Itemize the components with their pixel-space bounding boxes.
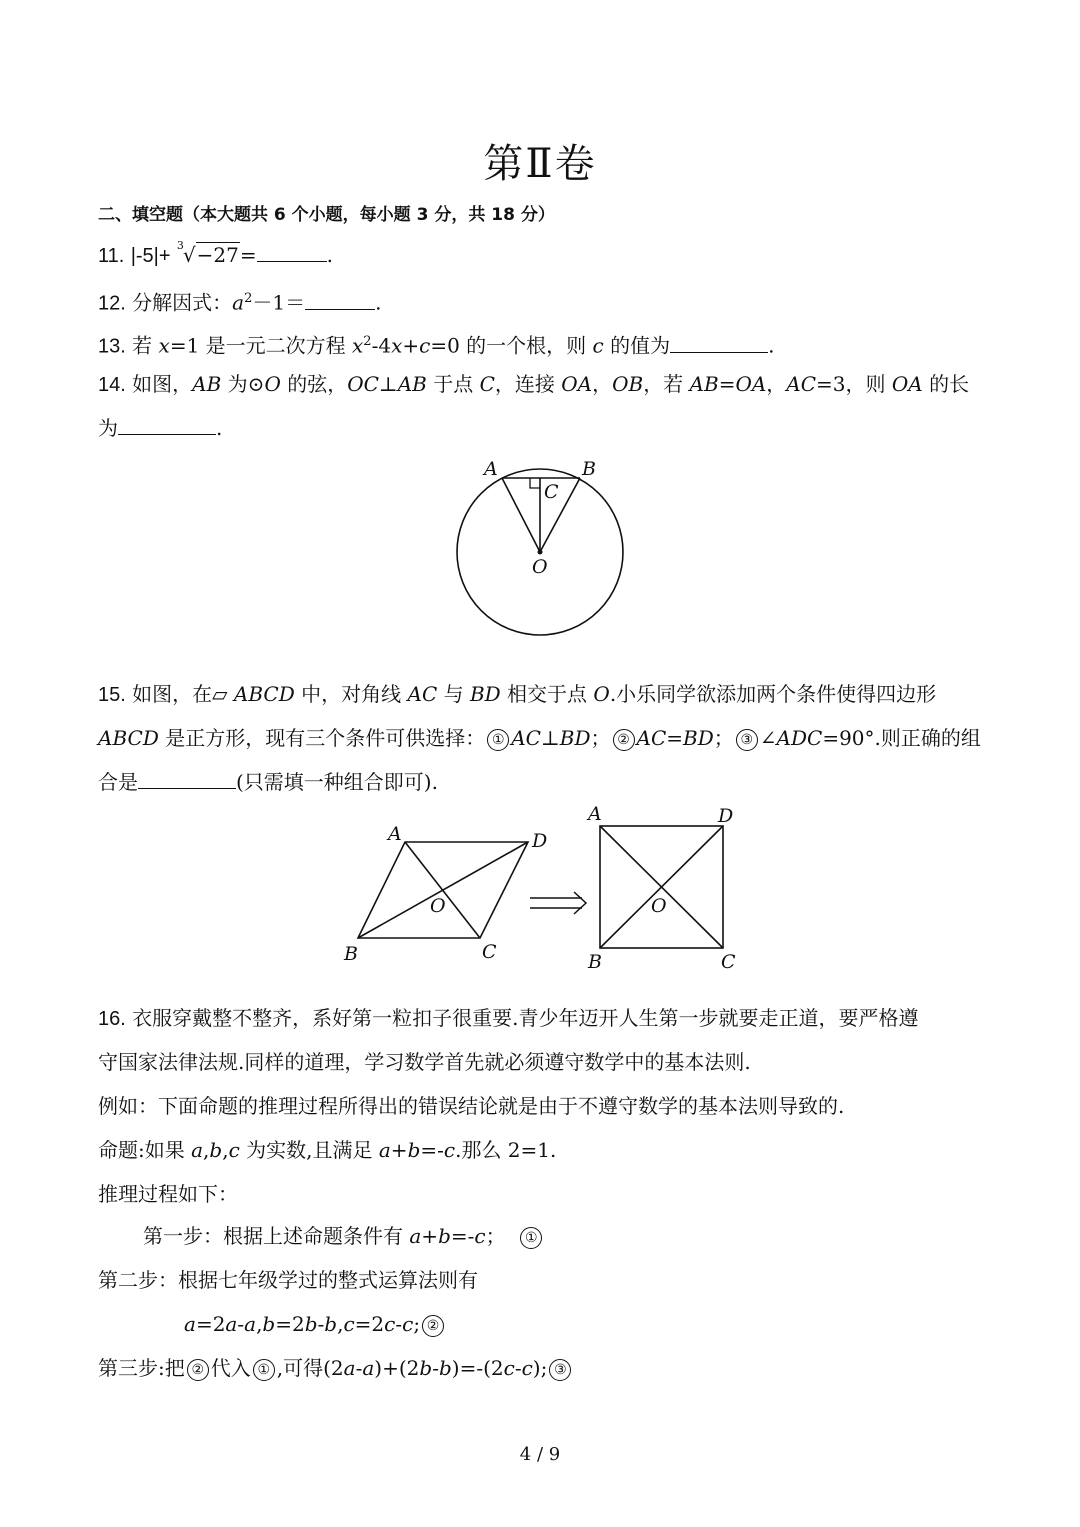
radicand: −27 — [196, 243, 239, 267]
question-15-line-2 — [98, 726, 981, 751]
text: -4 — [371, 333, 392, 358]
variable: O — [593, 682, 610, 706]
text: .那么 2=1. — [455, 1138, 557, 1162]
text: + — [390, 1138, 408, 1162]
text: ， — [592, 372, 613, 396]
text: 如图，在▱ — [132, 682, 234, 706]
variable: ADC — [776, 726, 823, 750]
variable: c — [402, 1312, 414, 1336]
text: ； — [590, 726, 611, 750]
variable: c — [503, 1356, 515, 1380]
text: =2 — [195, 1312, 226, 1336]
variable: AB — [689, 372, 719, 396]
text: 若 — [132, 333, 153, 358]
variable: AB — [192, 372, 222, 396]
text: (只需填一种组合即可). — [236, 770, 438, 794]
variable: OA — [561, 372, 593, 396]
variable: ABCD — [98, 726, 159, 750]
variable: a — [225, 1312, 238, 1336]
step-2: 第二步：根据七年级学过的整式运算法则有 — [98, 1268, 478, 1292]
text: 第一步：根据上述命题条件有 — [143, 1224, 410, 1248]
circled-number: ① — [520, 1227, 542, 1249]
text: 第三步:把 — [98, 1356, 185, 1380]
variable: c — [384, 1312, 396, 1336]
text: =2 — [354, 1312, 385, 1336]
text: =1 是一元二次方程 — [169, 333, 346, 358]
question-number: 15. — [98, 684, 126, 706]
variable: x — [391, 333, 403, 358]
text: ⊥ — [378, 372, 398, 396]
reasoning-intro: 推理过程如下： — [98, 1182, 238, 1206]
label-a: A — [484, 458, 498, 480]
variable: a — [184, 1312, 196, 1336]
variable: c — [419, 333, 431, 358]
label-c: C — [544, 481, 559, 503]
text: + — [421, 1224, 439, 1248]
question-number: 16. — [98, 1008, 126, 1030]
implies-arrow-icon — [530, 892, 586, 914]
text: , — [203, 1138, 210, 1162]
question-11: 11. |-5|+ 3 √−27= . — [98, 243, 333, 268]
text: - — [395, 1312, 403, 1336]
text: =- — [420, 1138, 444, 1162]
variable: b — [262, 1312, 276, 1336]
variable: AC — [511, 726, 541, 750]
label-b: B — [588, 951, 602, 973]
variable: c — [521, 1356, 533, 1380]
variable: BD — [469, 682, 501, 706]
variable: b — [407, 1138, 421, 1162]
page-title: 第Ⅱ卷 — [483, 141, 597, 187]
text: 是正方形，现有三个条件可供选择： — [158, 726, 486, 750]
answer-blank[interactable] — [257, 243, 327, 262]
text: 如图， — [132, 372, 193, 396]
variable: O — [264, 372, 281, 396]
label-d: D — [718, 805, 734, 827]
text: ； — [485, 1224, 506, 1248]
text: ; — [413, 1312, 421, 1336]
answer-blank[interactable] — [138, 770, 236, 789]
answer-blank[interactable] — [305, 291, 375, 310]
text: ,可得(2 — [276, 1356, 344, 1380]
circle-diagram — [440, 455, 640, 645]
variable: a — [362, 1356, 375, 1380]
text: )=-(2 — [451, 1356, 504, 1380]
variable: a — [343, 1356, 356, 1380]
text: =0 的一个根，则 — [430, 333, 587, 358]
variable: a — [378, 1138, 391, 1162]
variable: c — [443, 1138, 456, 1162]
text: , — [337, 1312, 344, 1336]
text: 合是 — [98, 770, 138, 794]
label-o: O — [651, 895, 667, 917]
text: , — [256, 1312, 263, 1336]
question-14-line-2: 为 . — [98, 416, 223, 440]
text: , — [222, 1138, 229, 1162]
variable: b — [324, 1312, 338, 1336]
variable: AB — [397, 372, 427, 396]
variable: x — [352, 333, 364, 358]
text: 的长 — [922, 372, 970, 396]
text: = — [666, 726, 684, 750]
text: 命题:如果 — [98, 1138, 192, 1162]
text: 中，对角线 — [294, 682, 408, 706]
variable: OB — [612, 372, 644, 396]
circled-number: ③ — [736, 729, 758, 751]
variable: OC — [347, 372, 379, 396]
step-1 — [143, 1224, 544, 1249]
label-b: B — [344, 943, 358, 965]
circled-number: ② — [422, 1315, 444, 1337]
parallelogram-to-square-diagram — [340, 800, 760, 980]
text: =3，则 — [816, 372, 892, 396]
text: 为实数,且满足 — [239, 1138, 379, 1162]
step-2-formula — [184, 1312, 446, 1337]
text: 与 — [437, 682, 470, 706]
variable: c — [474, 1224, 486, 1248]
circled-number: ① — [487, 729, 509, 751]
variable: BD — [559, 726, 591, 750]
text: 衣服穿戴整不整齐，系好第一粒扣子很重要.青少年迈开人生第一步就要走正道，要严格遵 — [132, 1006, 919, 1030]
text: ，连接 — [494, 372, 562, 396]
exponent: 2 — [363, 334, 372, 349]
text: .小乐同学欲添加两个条件使得四边形 — [609, 682, 937, 706]
question-16-line-1 — [98, 1006, 919, 1031]
text: =90°.则正确的组 — [822, 726, 981, 750]
variable: c — [592, 333, 604, 358]
label-c: C — [721, 951, 736, 973]
right-angle-mark — [530, 478, 540, 488]
step-3 — [98, 1356, 573, 1381]
text: ∠ — [759, 726, 777, 750]
section-heading: 二、填空题（本大题共 6 个小题，每小题 3 分，共 18 分） — [98, 205, 555, 225]
question-14-line-1 — [98, 372, 969, 397]
label-c: C — [482, 941, 497, 963]
variable: C — [479, 372, 495, 396]
label-o: O — [532, 556, 548, 578]
text: 代入 — [210, 1356, 251, 1380]
text: ， — [766, 372, 787, 396]
question-number: 12. — [98, 292, 126, 315]
circled-number: ③ — [549, 1359, 571, 1381]
abs-expression: |-5|+ — [130, 245, 171, 267]
center-point — [538, 550, 543, 555]
question-16-line-3: 例如：下面命题的推理过程所得出的错误结论就是由于不遵守数学的基本法则导致的. — [98, 1094, 845, 1118]
label-o: O — [430, 895, 446, 917]
text: 的值为 — [610, 333, 671, 358]
variable: a — [191, 1138, 204, 1162]
answer-blank[interactable] — [118, 416, 216, 435]
variable: x — [158, 333, 170, 358]
root-index: 3 — [176, 239, 184, 252]
text: )+(2 — [374, 1356, 420, 1380]
text: 的弦， — [280, 372, 348, 396]
variable: AC — [636, 726, 667, 750]
variable: b — [438, 1224, 451, 1248]
text: = — [718, 372, 736, 396]
variable: b — [304, 1312, 318, 1336]
circled-number: ② — [613, 729, 635, 751]
question-15-line-1 — [98, 682, 936, 707]
question-16-line-2: 守国家法律法规.同样的道理，学习数学首先就必须遵守数学中的基本法则. — [98, 1050, 751, 1074]
label-a: A — [588, 803, 602, 825]
question-number: 11. — [98, 245, 125, 267]
variable: OA — [735, 372, 767, 396]
text: ); — [532, 1356, 548, 1380]
text: - — [317, 1312, 325, 1336]
variable: a — [244, 1312, 257, 1336]
variable: c — [228, 1138, 240, 1162]
question-number: 13. — [98, 335, 126, 358]
text: ，若 — [643, 372, 690, 396]
circled-number: ① — [253, 1359, 275, 1381]
equals-sign: = — [239, 243, 257, 267]
cube-root: 3 √−27 — [177, 243, 240, 267]
label-d: D — [532, 830, 548, 852]
text: 为⊙ — [221, 372, 265, 396]
text: - — [432, 1356, 439, 1380]
variable: c — [343, 1312, 355, 1336]
question-text: 分解因式： — [132, 290, 233, 315]
variable: a — [232, 290, 245, 315]
text: ； — [713, 726, 734, 750]
variable: OA — [891, 372, 923, 396]
text: - — [355, 1356, 363, 1380]
diagonal-bd — [358, 842, 528, 938]
question-15-line-3 — [98, 770, 438, 794]
variable: ABCD — [233, 682, 295, 706]
variable: BD — [683, 726, 714, 750]
circled-number: ② — [187, 1359, 209, 1381]
text: - — [514, 1356, 522, 1380]
question-12: 12. 分解因式：$a^2-1=$ . — [98, 290, 382, 315]
page-number: 4 / 9 — [519, 1444, 561, 1465]
variable: a — [409, 1224, 422, 1248]
question-number: 14. — [98, 374, 126, 396]
text: + — [402, 333, 420, 358]
exponent: 2 — [244, 291, 253, 306]
text: ⊥ — [540, 726, 560, 750]
segment-oa — [502, 478, 540, 552]
label-b: B — [582, 458, 596, 480]
text: 相交于点 — [500, 682, 594, 706]
variable: AC — [407, 682, 438, 706]
question-text: －1＝ — [252, 290, 306, 315]
variable: b — [419, 1356, 433, 1380]
text: 于点 — [426, 372, 480, 396]
label-a: A — [388, 823, 402, 845]
variable: AC — [786, 372, 817, 396]
text: 为 — [98, 416, 118, 440]
variable: b — [438, 1356, 452, 1380]
text: - — [237, 1312, 245, 1336]
text: =- — [450, 1224, 475, 1248]
variable: b — [209, 1138, 223, 1162]
answer-blank[interactable] — [670, 334, 768, 353]
question-13: 13. 若 x=1 是一元二次方程 $x^2-4x+c=0$ 的一个根，则 c 的值为 . — [98, 333, 775, 358]
proposition-line — [98, 1138, 556, 1162]
text: =2 — [275, 1312, 305, 1336]
